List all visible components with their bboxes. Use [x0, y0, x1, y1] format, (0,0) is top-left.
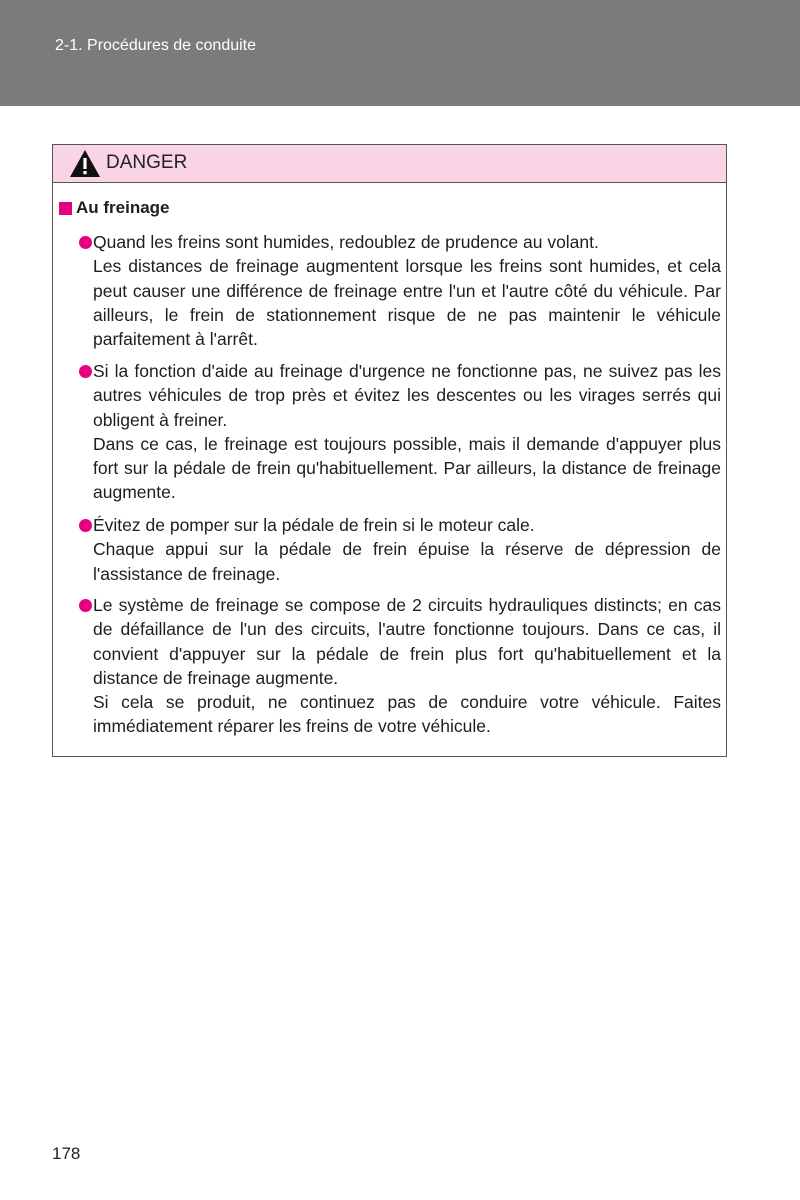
section-title: 2-1. Procédures de conduite [55, 37, 257, 54]
list-item [93, 513, 721, 586]
bullet-dot-icon [79, 365, 92, 378]
bullet-dot-icon [79, 599, 92, 612]
subheading [59, 198, 170, 218]
item-detail: Dans ce cas, le freinage est toujours possible, mais il demande d'appuyer plus fort sur la pédale de frein qu'habituellement. Par ailleurs, la distance de freinage augmente. [93, 433, 721, 503]
item-first-line: Si la fonction d'aide au freinage d'urgence ne fonctionne pas, ne suivez pas les autres véhicules de trop près et évitez les descentes ou les virages serrés qui obligent à freiner. [93, 361, 721, 430]
item-detail: Chaque appui sur la pédale de frein épuise la réserve de dépression de l'assistance de freinage. [93, 539, 721, 584]
header-bar [0, 0, 800, 106]
danger-label: DANGER [106, 152, 188, 173]
item-first-line: Le système de freinage se compose de 2 circuits hydrauliques distincts; en cas de défaillance de l'un des circuits, l'autre fonctionne toujours. Dans ce cas, il convient d'appuyer sur la pédale de frein plus fort qu'habituellement et la distance de freinage augmente. [93, 595, 721, 688]
bullet-dot-icon [79, 236, 92, 249]
danger-box [52, 144, 727, 757]
subheading-text: Au freinage [76, 198, 170, 217]
list-item [93, 230, 721, 351]
danger-header [53, 145, 726, 183]
item-detail: Les distances de freinage augmentent lorsque les freins sont humides, et cela peut causer une différence de freinage entre l'un et l'autre côté du véhicule. Par ailleurs, le frein de stationnement risque de ne pas maintenir le véhicule parfaitement à l'arrêt. [93, 256, 721, 350]
item-first-line: Quand les freins sont humides, redoublez de prudence au volant. [93, 232, 599, 252]
item-first-line: Évitez de pomper sur la pédale de frein si le moteur cale. [93, 515, 535, 535]
list-item [93, 593, 721, 739]
list-item [93, 359, 721, 505]
warning-triangle-icon [69, 149, 101, 178]
bullet-dot-icon [79, 519, 92, 532]
page-number: 178 [52, 1144, 81, 1163]
square-bullet-icon [59, 202, 72, 215]
item-detail: Si cela se produit, ne continuez pas de conduire votre véhicule. Faites immédiatement réparer les freins de votre véhicule. [93, 692, 721, 737]
